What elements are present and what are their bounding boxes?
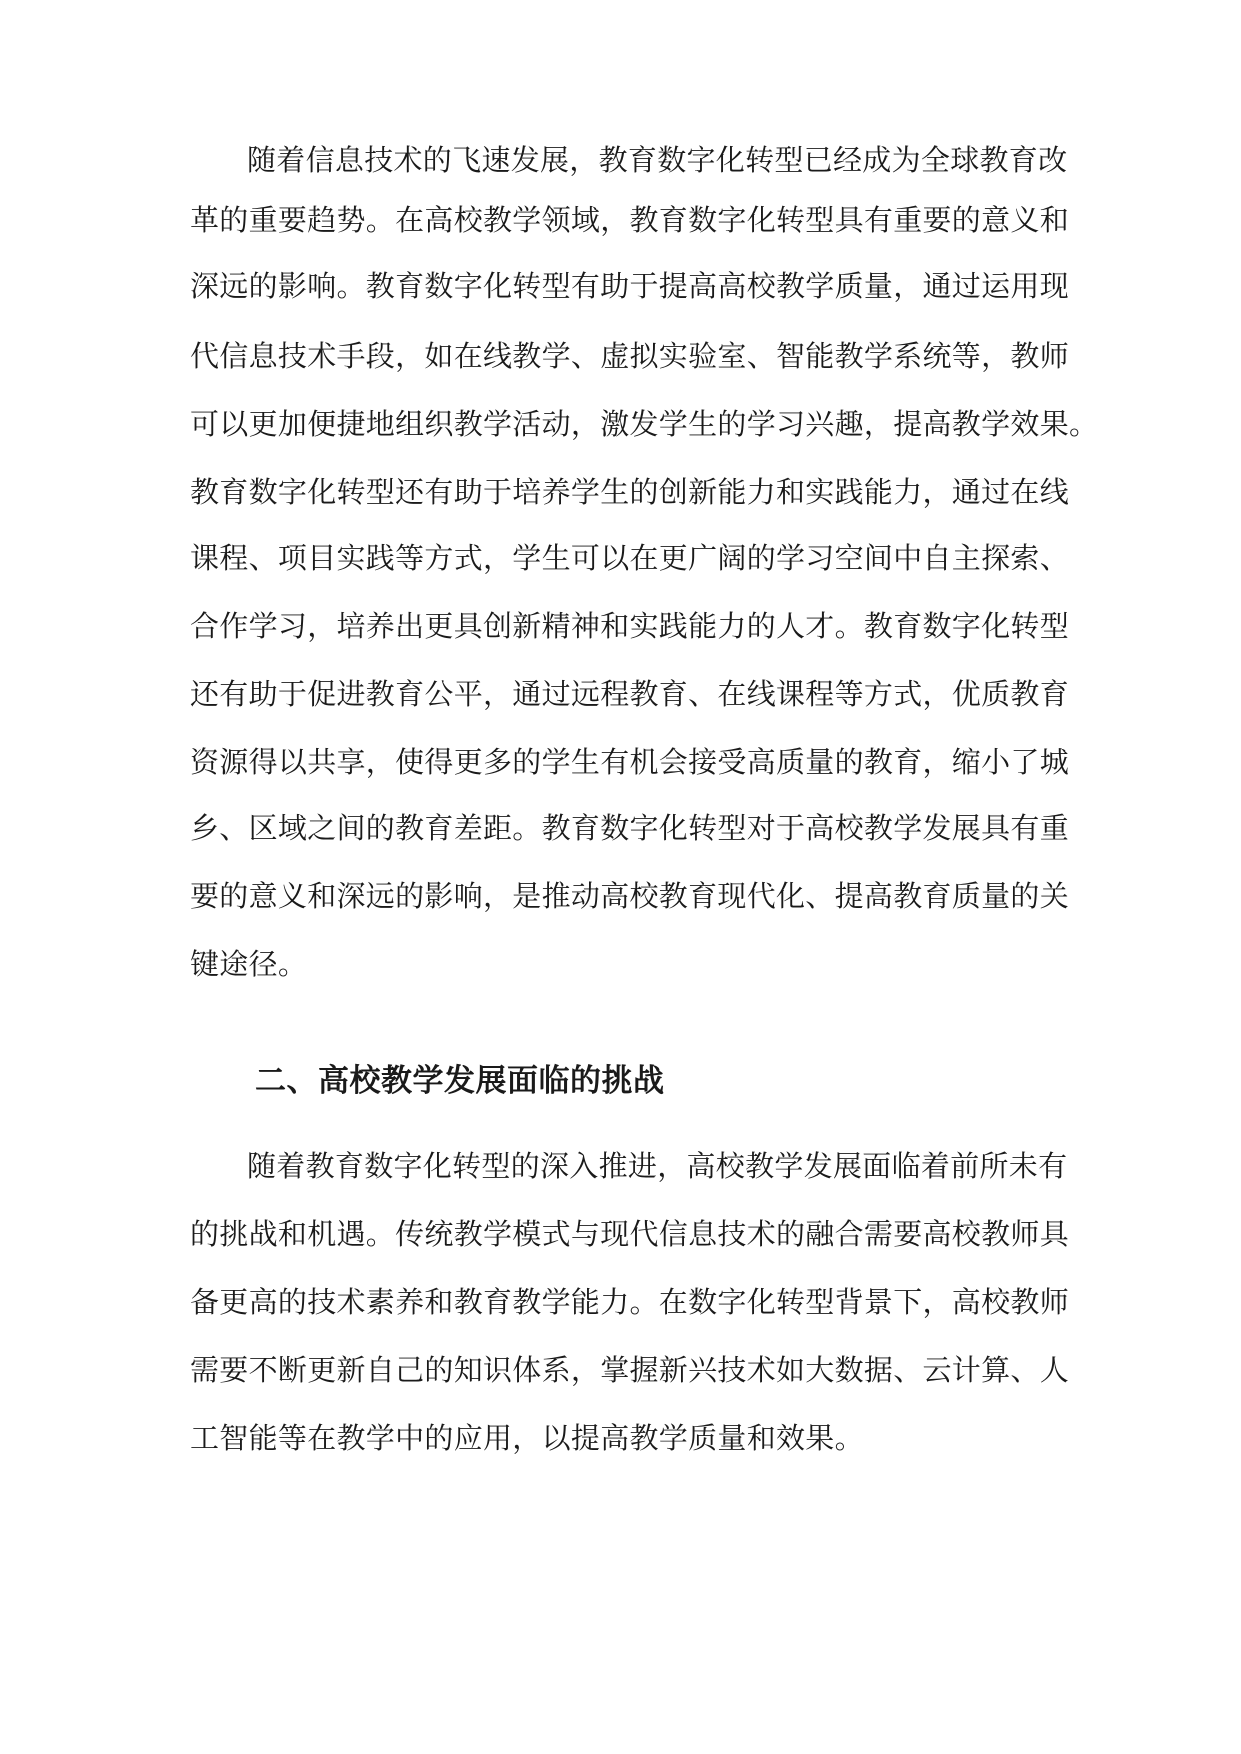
- paragraph-1-line-6: 教育数字化转型还有助于培养学生的创新能力和实践能力，通过在线: [190, 475, 1070, 509]
- paragraph-1-line-3: 深远的影响。教育数字化转型有助于提高高校教学质量，通过运用现: [190, 269, 1070, 303]
- paragraph-1-line-10: 资源得以共享，使得更多的学生有机会接受高质量的教育，缩小了城: [190, 745, 1070, 779]
- paragraph-2-line-3: 备更高的技术素养和教育教学能力。在数字化转型背景下，高校教师: [190, 1285, 1070, 1319]
- paragraph-2-line-2: 的挑战和机遇。传统教学模式与现代信息技术的融合需要高校教师具: [190, 1217, 1070, 1251]
- paragraph-2-line-1: 随着教育数字化转型的深入推进，高校教学发展面临着前所未有: [247, 1149, 1068, 1183]
- paragraph-2-line-4: 需要不断更新自己的知识体系，掌握新兴技术如大数据、云计算、人: [190, 1353, 1070, 1387]
- paragraph-1-line-11: 乡、区域之间的教育差距。教育数字化转型对于高校教学发展具有重: [190, 811, 1070, 845]
- paragraph-1-line-4: 代信息技术手段，如在线教学、虚拟实验室、智能教学系统等，教师: [190, 339, 1070, 373]
- paragraph-1-line-13: 键途径。: [190, 947, 308, 981]
- section-heading: 二、高校教学发展面临的挑战: [255, 1063, 665, 1099]
- paragraph-2-line-5: 工智能等在教学中的应用，以提高教学质量和效果。: [190, 1421, 864, 1455]
- paragraph-1-line-8: 合作学习，培养出更具创新精神和实践能力的人才。教育数字化转型: [190, 609, 1070, 643]
- paragraph-1-line-2: 革的重要趋势。在高校教学领域，教育数字化转型具有重要的意义和: [190, 203, 1070, 237]
- paragraph-1-line-1: 随着信息技术的飞速发展，教育数字化转型已经成为全球教育改: [247, 143, 1068, 177]
- paragraph-1-line-9: 还有助于促进教育公平，通过远程教育、在线课程等方式，优质教育: [190, 677, 1070, 711]
- paragraph-1-line-7: 课程、项目实践等方式，学生可以在更广阔的学习空间中自主探索、: [190, 541, 1070, 575]
- paragraph-1-line-12: 要的意义和深远的影响，是推动高校教育现代化、提高教育质量的关: [190, 879, 1070, 913]
- paragraph-1-line-5: 可以更加便捷地组织教学活动，激发学生的学习兴趣，提高教学效果。: [190, 407, 1099, 441]
